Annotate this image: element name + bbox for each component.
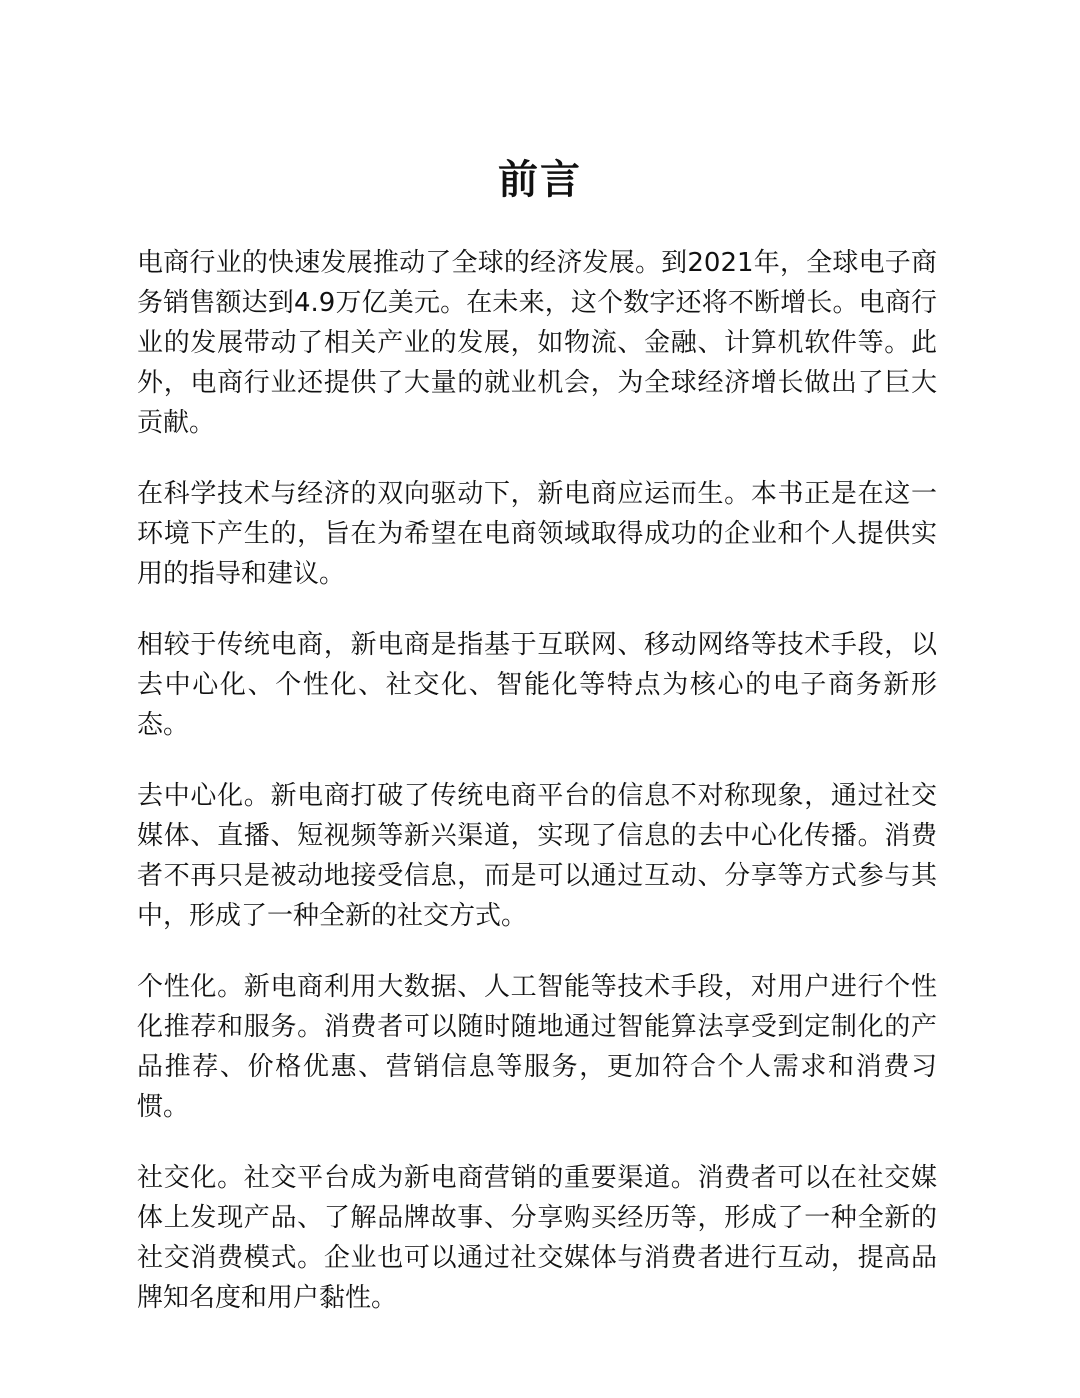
paragraph-intro: 电商行业的快速发展推动了全球的经济发展。到2021年，全球电子商务销售额达到4.9万亿美元。在未来，这个数字还将不断增长。电商行业的发展带动了相关产业的发展，如物流、金融、计算机软件等。此外，电商行业还提供了大量的就业机会，为全球经济增长做出了巨大贡献。 <box>137 248 937 438</box>
paragraph-purpose: 在科学技术与经济的双向驱动下，新电商应运而生。本书正是在这一环境下产生的，旨在为希望在电商领域取得成功的企业和个人提供实用的指导和建议。 <box>137 479 937 589</box>
paragraph-personalization: 个性化。新电商利用大数据、人工智能等技术手段，对用户进行个性化推荐和服务。消费者可以随时随地通过智能算法享受到定制化的产品推荐、价格优惠、营销信息等服务，更加符合个人需求和消费习惯。 <box>137 972 937 1122</box>
paragraph-decentralization: 去中心化。新电商打破了传统电商平台的信息不对称现象，通过社交媒体、直播、短视频等新兴渠道，实现了信息的去中心化传播。消费者不再只是被动地接受信息，而是可以通过互动、分享等方式参与其中，形成了一种全新的社交方式。 <box>137 781 937 931</box>
page-title: 前言 <box>498 157 582 203</box>
paragraph-socialization: 社交化。社交平台成为新电商营销的重要渠道。消费者可以在社交媒体上发现产品、了解品牌故事、分享购买经历等，形成了一种全新的社交消费模式。企业也可以通过社交媒体与消费者进行互动，提高品牌知名度和用户黏性。 <box>137 1163 937 1313</box>
paragraph-definition: 相较于传统电商，新电商是指基于互联网、移动网络等技术手段，以去中心化、个性化、社交化、智能化等特点为核心的电子商务新形态。 <box>137 630 937 740</box>
body-text <box>137 243 937 1349</box>
